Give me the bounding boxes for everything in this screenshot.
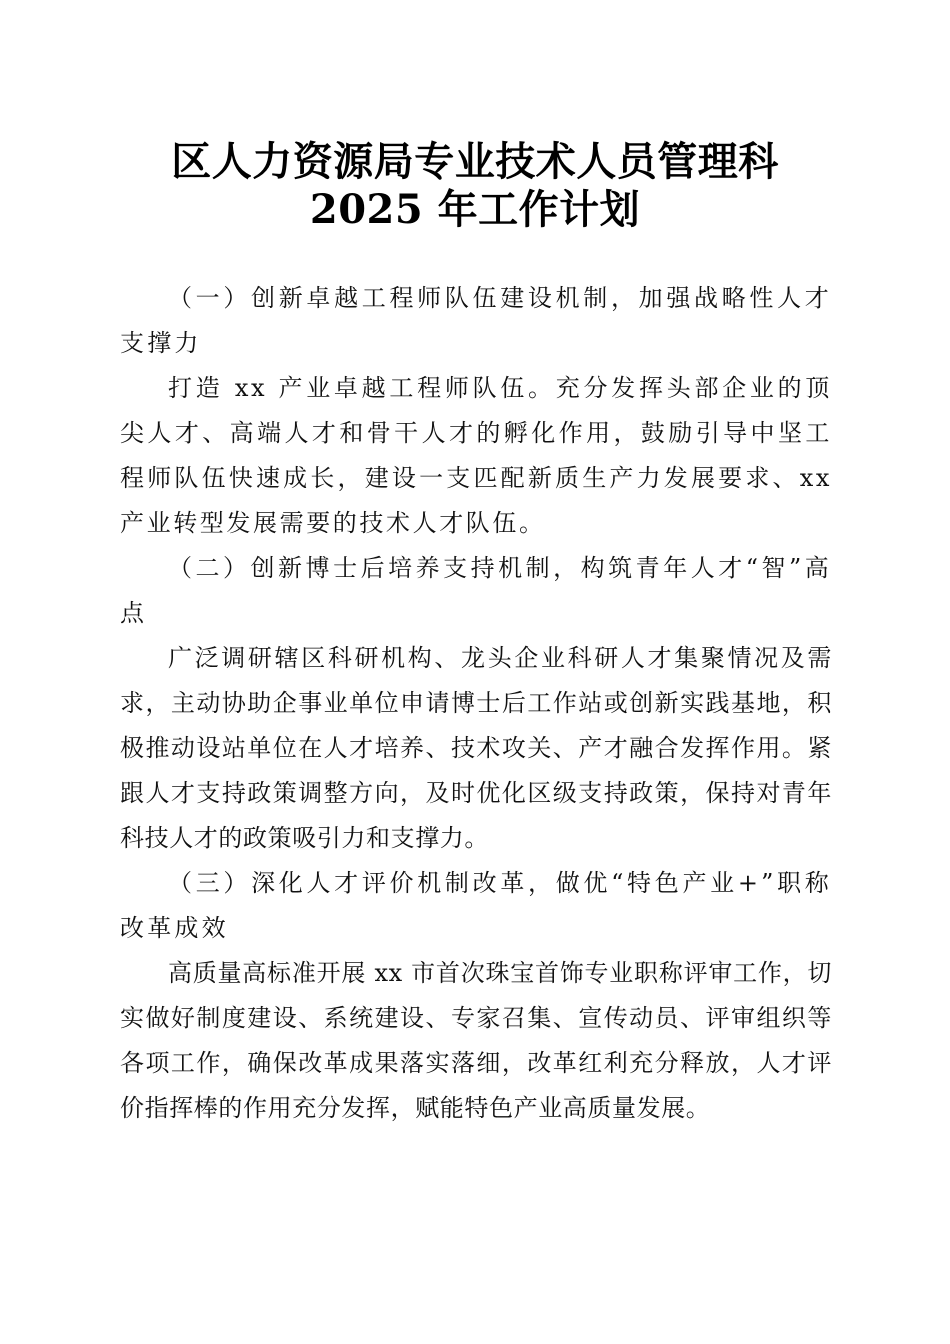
section-3-body: 高质量高标准开展 xx 市首次珠宝首饰专业职称评审工作，切实做好制度建设、系统建设、专家召集、宣传动员、评审组织等各项工作，确保改革成果落实落细，改革红利充分释放，人才评价指挥棒的作用充分发挥，赋能特色产业高质量发展。 (120, 959, 832, 1122)
section-2-heading: （二）创新博士后培养支持机制，构筑青年人才“智”高点 (120, 554, 832, 627)
document-body (120, 276, 832, 1131)
document-title: 区人力资源局专业技术人员管理科 2025 年工作计划 (171, 138, 779, 233)
section-3-heading: （三）深化人才评价机制改革，做优“特色产业+”职称改革成效 (120, 869, 832, 942)
section-2-body: 广泛调研辖区科研机构、龙头企业科研人才集聚情况及需求，主动协助企事业单位申请博士后工作站或创新实践基地，积极推动设站单位在人才培养、技术攻关、产才融合发挥作用。紧跟人才支持政策调整方向，及时优化区级支持政策，保持对青年科技人才的政策吸引力和支撑力。 (120, 644, 832, 852)
section-1-heading: （一）创新卓越工程师队伍建设机制，加强战略性人才支撑力 (120, 284, 832, 357)
section-1-body: 打造 xx 产业卓越工程师队伍。充分发挥头部企业的顶尖人才、高端人才和骨干人才的孵化作用，鼓励引导中坚工程师队伍快速成长，建设一支匹配新质生产力发展要求、xx 产业转型发展需要的技术人才队伍。 (120, 374, 832, 537)
